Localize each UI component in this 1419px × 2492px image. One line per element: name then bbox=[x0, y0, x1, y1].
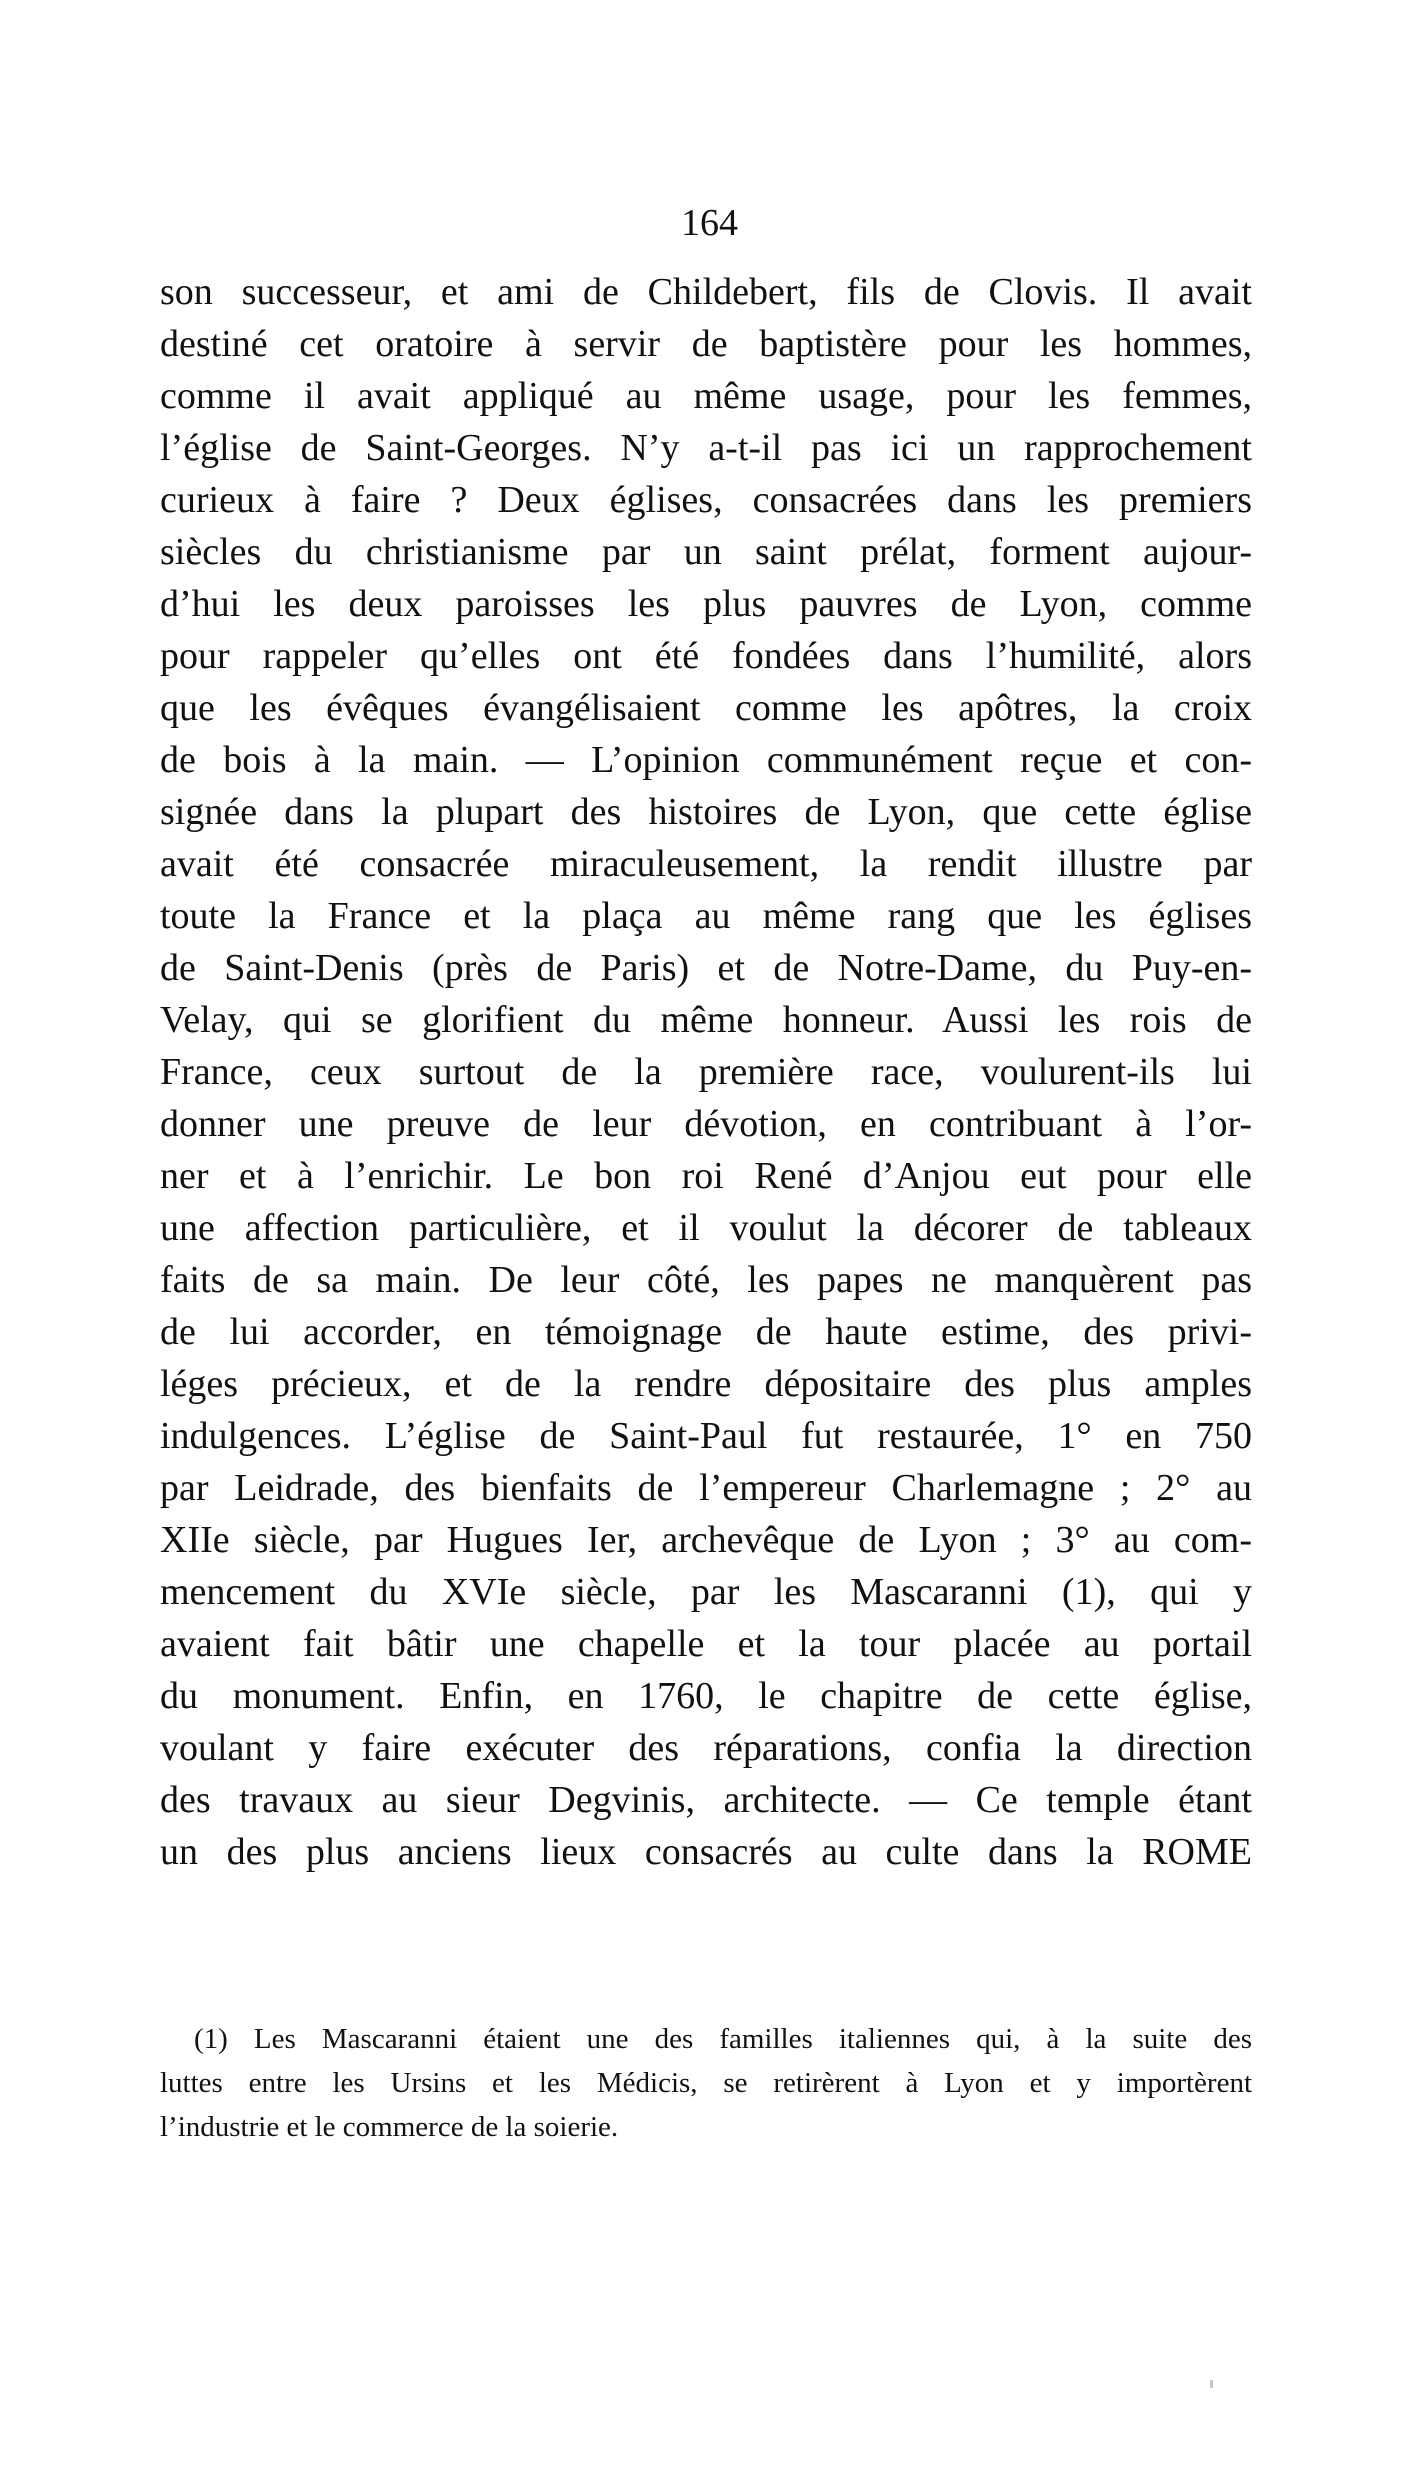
body-text bbox=[160, 266, 1252, 1878]
body-line: faits de sa main. De leur côté, les papes ne manquèrent pas bbox=[160, 1259, 1252, 1301]
footnote-line: luttes entre les Ursins et les Médicis, se retirèrent à Lyon et y importèrent bbox=[160, 2067, 1252, 2099]
body-line: voulant y faire exécuter des réparations, confia la direction bbox=[160, 1727, 1252, 1769]
body-line: que les évêques évangélisaient comme les apôtres, la croix bbox=[160, 687, 1252, 729]
footnote bbox=[160, 2017, 1252, 2149]
ink-speck bbox=[1210, 2380, 1213, 2388]
body-line: son successeur, et ami de Childebert, fils de Clovis. Il avait bbox=[160, 271, 1252, 313]
body-line: destiné cet oratoire à servir de baptistère pour les hommes, bbox=[160, 323, 1252, 365]
body-line: toute la France et la plaça au même rang que les églises bbox=[160, 895, 1252, 937]
body-line: de lui accorder, en témoignage de haute estime, des privi- bbox=[160, 1311, 1252, 1353]
body-line: mencement du XVIe siècle, par les Mascaranni (1), qui y bbox=[160, 1571, 1252, 1613]
body-line: comme il avait appliqué au même usage, pour les femmes, bbox=[160, 375, 1252, 417]
body-line: signée dans la plupart des histoires de Lyon, que cette église bbox=[160, 791, 1252, 833]
body-line: indulgences. L’église de Saint-Paul fut restaurée, 1° en 750 bbox=[160, 1415, 1252, 1457]
body-line: l’église de Saint-Georges. N’y a-t-il pas ici un rapprochement bbox=[160, 427, 1252, 469]
footnote-line: (1) Les Mascaranni étaient une des familles italiennes qui, à la suite des bbox=[194, 2023, 1252, 2055]
body-line: ner et à l’enrichir. Le bon roi René d’Anjou eut pour elle bbox=[160, 1155, 1252, 1197]
body-line: siècles du christianisme par un saint prélat, forment aujour- bbox=[160, 531, 1252, 573]
body-line: de bois à la main. — L’opinion communément reçue et con- bbox=[160, 739, 1252, 781]
body-line: curieux à faire ? Deux églises, consacrées dans les premiers bbox=[160, 479, 1252, 521]
body-line: d’hui les deux paroisses les plus pauvres de Lyon, comme bbox=[160, 583, 1252, 625]
body-line: léges précieux, et de la rendre dépositaire des plus amples bbox=[160, 1363, 1252, 1405]
body-line: donner une preuve de leur dévotion, en contribuant à l’or- bbox=[160, 1103, 1252, 1145]
footnote-line: l’industrie et le commerce de la soierie. bbox=[160, 2111, 619, 2143]
body-line: Velay, qui se glorifient du même honneur. Aussi les rois de bbox=[160, 999, 1252, 1041]
body-line: avaient fait bâtir une chapelle et la tour placée au portail bbox=[160, 1623, 1252, 1665]
body-line: avait été consacrée miraculeusement, la rendit illustre par bbox=[160, 843, 1252, 885]
body-line: France, ceux surtout de la première race, voulurent-ils lui bbox=[160, 1051, 1252, 1093]
body-line: des travaux au sieur Degvinis, architecte. — Ce temple étant bbox=[160, 1779, 1252, 1821]
body-line: un des plus anciens lieux consacrés au culte dans la ROME bbox=[160, 1831, 1252, 1873]
body-line: XIIe siècle, par Hugues Ier, archevêque de Lyon ; 3° au com- bbox=[160, 1519, 1252, 1561]
body-line: par Leidrade, des bienfaits de l’empereur Charlemagne ; 2° au bbox=[160, 1467, 1252, 1509]
body-line: du monument. Enfin, en 1760, le chapitre de cette église, bbox=[160, 1675, 1252, 1717]
page-number: 164 bbox=[681, 202, 738, 244]
body-line: une affection particulière, et il voulut la décorer de tableaux bbox=[160, 1207, 1252, 1249]
body-line: pour rappeler qu’elles ont été fondées dans l’humilité, alors bbox=[160, 635, 1252, 677]
body-line: de Saint-Denis (près de Paris) et de Notre-Dame, du Puy-en- bbox=[160, 947, 1252, 989]
